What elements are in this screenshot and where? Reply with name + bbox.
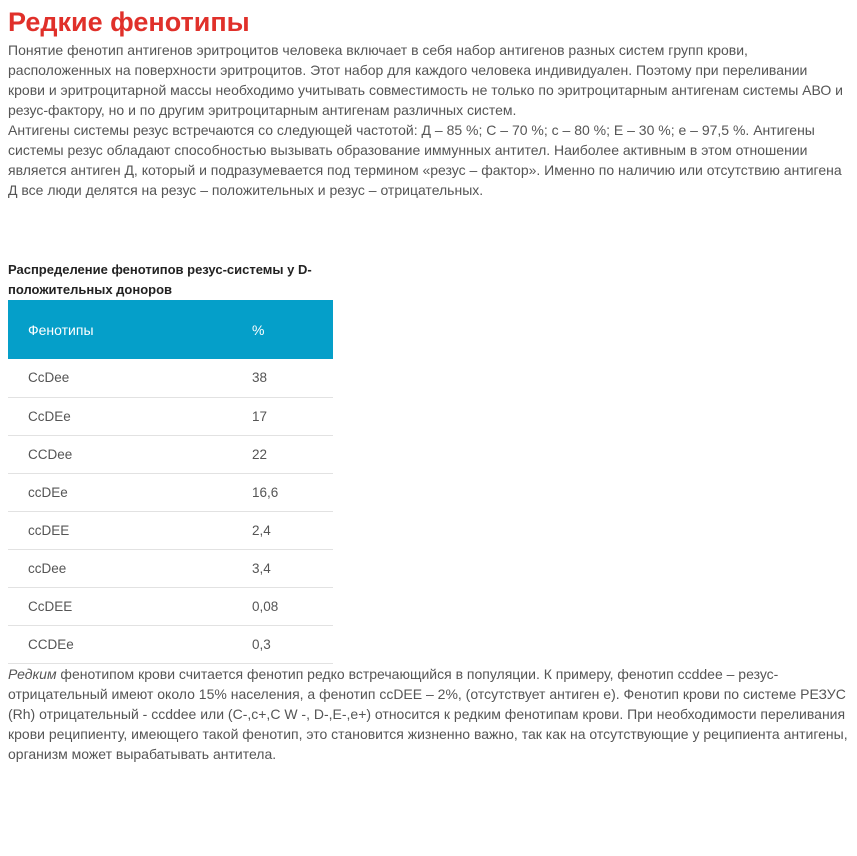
table-row [8,587,333,625]
rare-emphasis: Редким [8,665,57,682]
phenotype-cell: CcDEE [28,598,73,614]
table-row [8,511,333,549]
page-title: Редкие фенотипы [8,7,250,37]
phenotype-cell: CCDEe [28,636,74,652]
rhesus-frequency-paragraph: Антигены системы резус встречаются со следующей частотой: Д – 85 %; С – 70 %; с – 80 %; Е – 30 %; е – 97,5 %. Антигены системы резус обладают способностью вызывать образование иммунных антител. Наиболее активным в этом отношении является антиген Д, который и подразумевается под термином «резус – фактор». Именно по наличию или отсутствию антигена Д все люди делятся на резус – положительных и резус – отрицательных. [8,122,842,198]
rare-paragraph-text: фенотипом крови считается фенотип редко встречающийся в популяции. К примеру, фенотип ccddee – резус-отрицательный имеют около 15% населения, а фенотип ccDEE – 2%, (отсутствует антиген е). Фенотип крови по системе РЕЗУС (Rh) отрицательный - ccddee или (С-,c+,C W -, D-,E-,e+) относится к редким фенотипам крови. При необходимости переливания крови реципиенту, имеющего такой фенотип, это становится жизненно важно, так как на отсутствующие у реципиента антигены, организм может вырабатывать антитела. [8,665,848,762]
phenotype-table [8,300,333,664]
percent-cell: 38 [252,370,268,386]
table-body [8,359,333,663]
header-phenotypes: Фенотипы [28,321,94,338]
percent-cell: 0,3 [252,636,271,652]
percent-cell: 22 [252,446,268,462]
article [8,0,848,764]
phenotype-cell: CcDEe [28,408,71,424]
phenotype-cell: ccDee [28,560,67,576]
phenotype-table-block [8,260,333,664]
phenotype-cell: CCDee [28,446,73,462]
table-row [8,435,333,473]
table-row [8,397,333,435]
rare-phenotype-paragraph [8,664,848,764]
percent-cell: 16,6 [252,484,279,500]
intro-paragraph: Понятие фенотип антигенов эритроцитов человека включает в себя набор антигенов разных систем групп крови, расположенных на поверхности эритроцитов. Этот набор для каждого человека индивидуален. Поэтому при переливании крови и эритроцитарной массы необходимо учитывать совместимость не только по эритроцитарным антигенам системы АВО и резус-фактору, но и по другим эритроцитарным антигенам различных систем. [8,42,843,118]
table-row [8,359,333,397]
percent-cell: 3,4 [252,560,271,576]
table-caption: Распределение фенотипов резус-системы у D-положительных доноров [8,262,312,297]
phenotype-cell: CcDee [28,370,70,386]
table-header-row [8,300,333,359]
percent-cell: 0,08 [252,598,279,614]
percent-cell: 17 [252,408,268,424]
header-percent: % [252,321,265,338]
table-row [8,625,333,663]
table-row [8,549,333,587]
table-row [8,473,333,511]
percent-cell: 2,4 [252,522,271,538]
phenotype-cell: ccDEE [28,522,70,538]
phenotype-cell: ccDEe [28,484,68,500]
